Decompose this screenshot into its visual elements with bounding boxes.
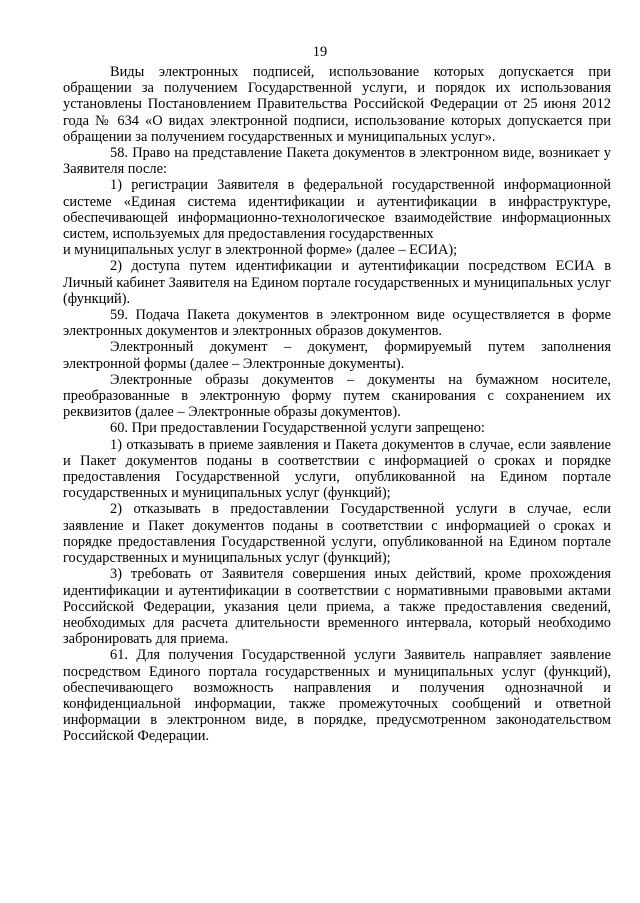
paragraph-59-electronic-document: Электронный документ – документ, формируемый путем заполнения электронной формы (далее – Электронные документы).	[63, 339, 611, 372]
paragraph-58-item-1-continued: и муниципальных услуг в электронной форме» (далее – ЕСИА);	[63, 242, 458, 259]
paragraph-signatures: Виды электронных подписей, использование которых допускается при обращении за получением Государственной услуги, и порядок их использования установлены Постановлением Правительства Российской Федерации от 25 июня 2012 года № 634 «О видах электронной подписи, использование которых допускается при обращении за получением государственных и муниципальных услуг».	[63, 64, 611, 145]
paragraph-61: 61. Для получения Государственной услуги Заявитель направляет заявление посредством Единого портала государственных и муниципальных услуг (функций), обеспечивающего возможность направления и получения однозначной и конфиденциальной информации, также промежуточных сообщений и ответной информации в электронном виде, в порядке, предусмотренном законодательством Российской Федерации.	[63, 647, 611, 745]
paragraph-60: 60. При предоставлении Государственной услуги запрещено:	[110, 420, 485, 437]
paragraph-60-item-1: 1) отказывать в приеме заявления и Пакета документов в случае, если заявление и Пакет документов поданы в соответствии с информацией о сроках и порядке предоставления Государственной услуги, опубликованной на Едином портале государственных и муниципальных услуг (функций);	[63, 436, 611, 502]
paragraph-60-item-3: 3) требовать от Заявителя совершения иных действий, кроме прохождения идентификации и аутентификации в соответствии с нормативными правовыми актами Российской Федерации, указания цели приема, а также предоставления сведений, необходимых для расчета длительности временного интервала, который необходимо забронировать для приема.	[63, 566, 611, 648]
page-number: 19	[312, 44, 328, 60]
paragraph-60-item-2: 2) отказывать в предоставлении Государственной услуги в случае, если заявление и Пакет документов поданы в соответствии с информацией о сроках и порядке предоставления Государственной услуги, опубликованной на Едином портале государственных и муниципальных услуг (функций);	[63, 501, 611, 567]
paragraph-59: 59. Подача Пакета документов в электронном виде осуществляется в форме электронных документов и электронных образов документов.	[63, 307, 611, 340]
document-body	[63, 64, 611, 745]
paragraph-59-electronic-images: Электронные образы документов – документы на бумажном носителе, преобразованные в электронную форму путем сканирования с сохранением их реквизитов (далее – Электронные образы документов).	[63, 371, 611, 421]
paragraph-58-item-2: 2) доступа путем идентификации и аутентификации посредством ЕСИА в Личный кабинет Заявителя на Едином портале государственных и муниципальных услуг (функций).	[63, 258, 611, 307]
paragraph-58: 58. Право на представление Пакета документов в электронном виде, возникает у Заявителя после:	[63, 145, 611, 178]
paragraph-58-item-1: 1) регистрации Заявителя в федеральной государственной информационной системе «Единая система идентификации и аутентификации в инфраструктуре, обеспечивающей информационно-технологическое взаимодействие информационных систем, используемых для предоставления государственных	[63, 177, 611, 243]
